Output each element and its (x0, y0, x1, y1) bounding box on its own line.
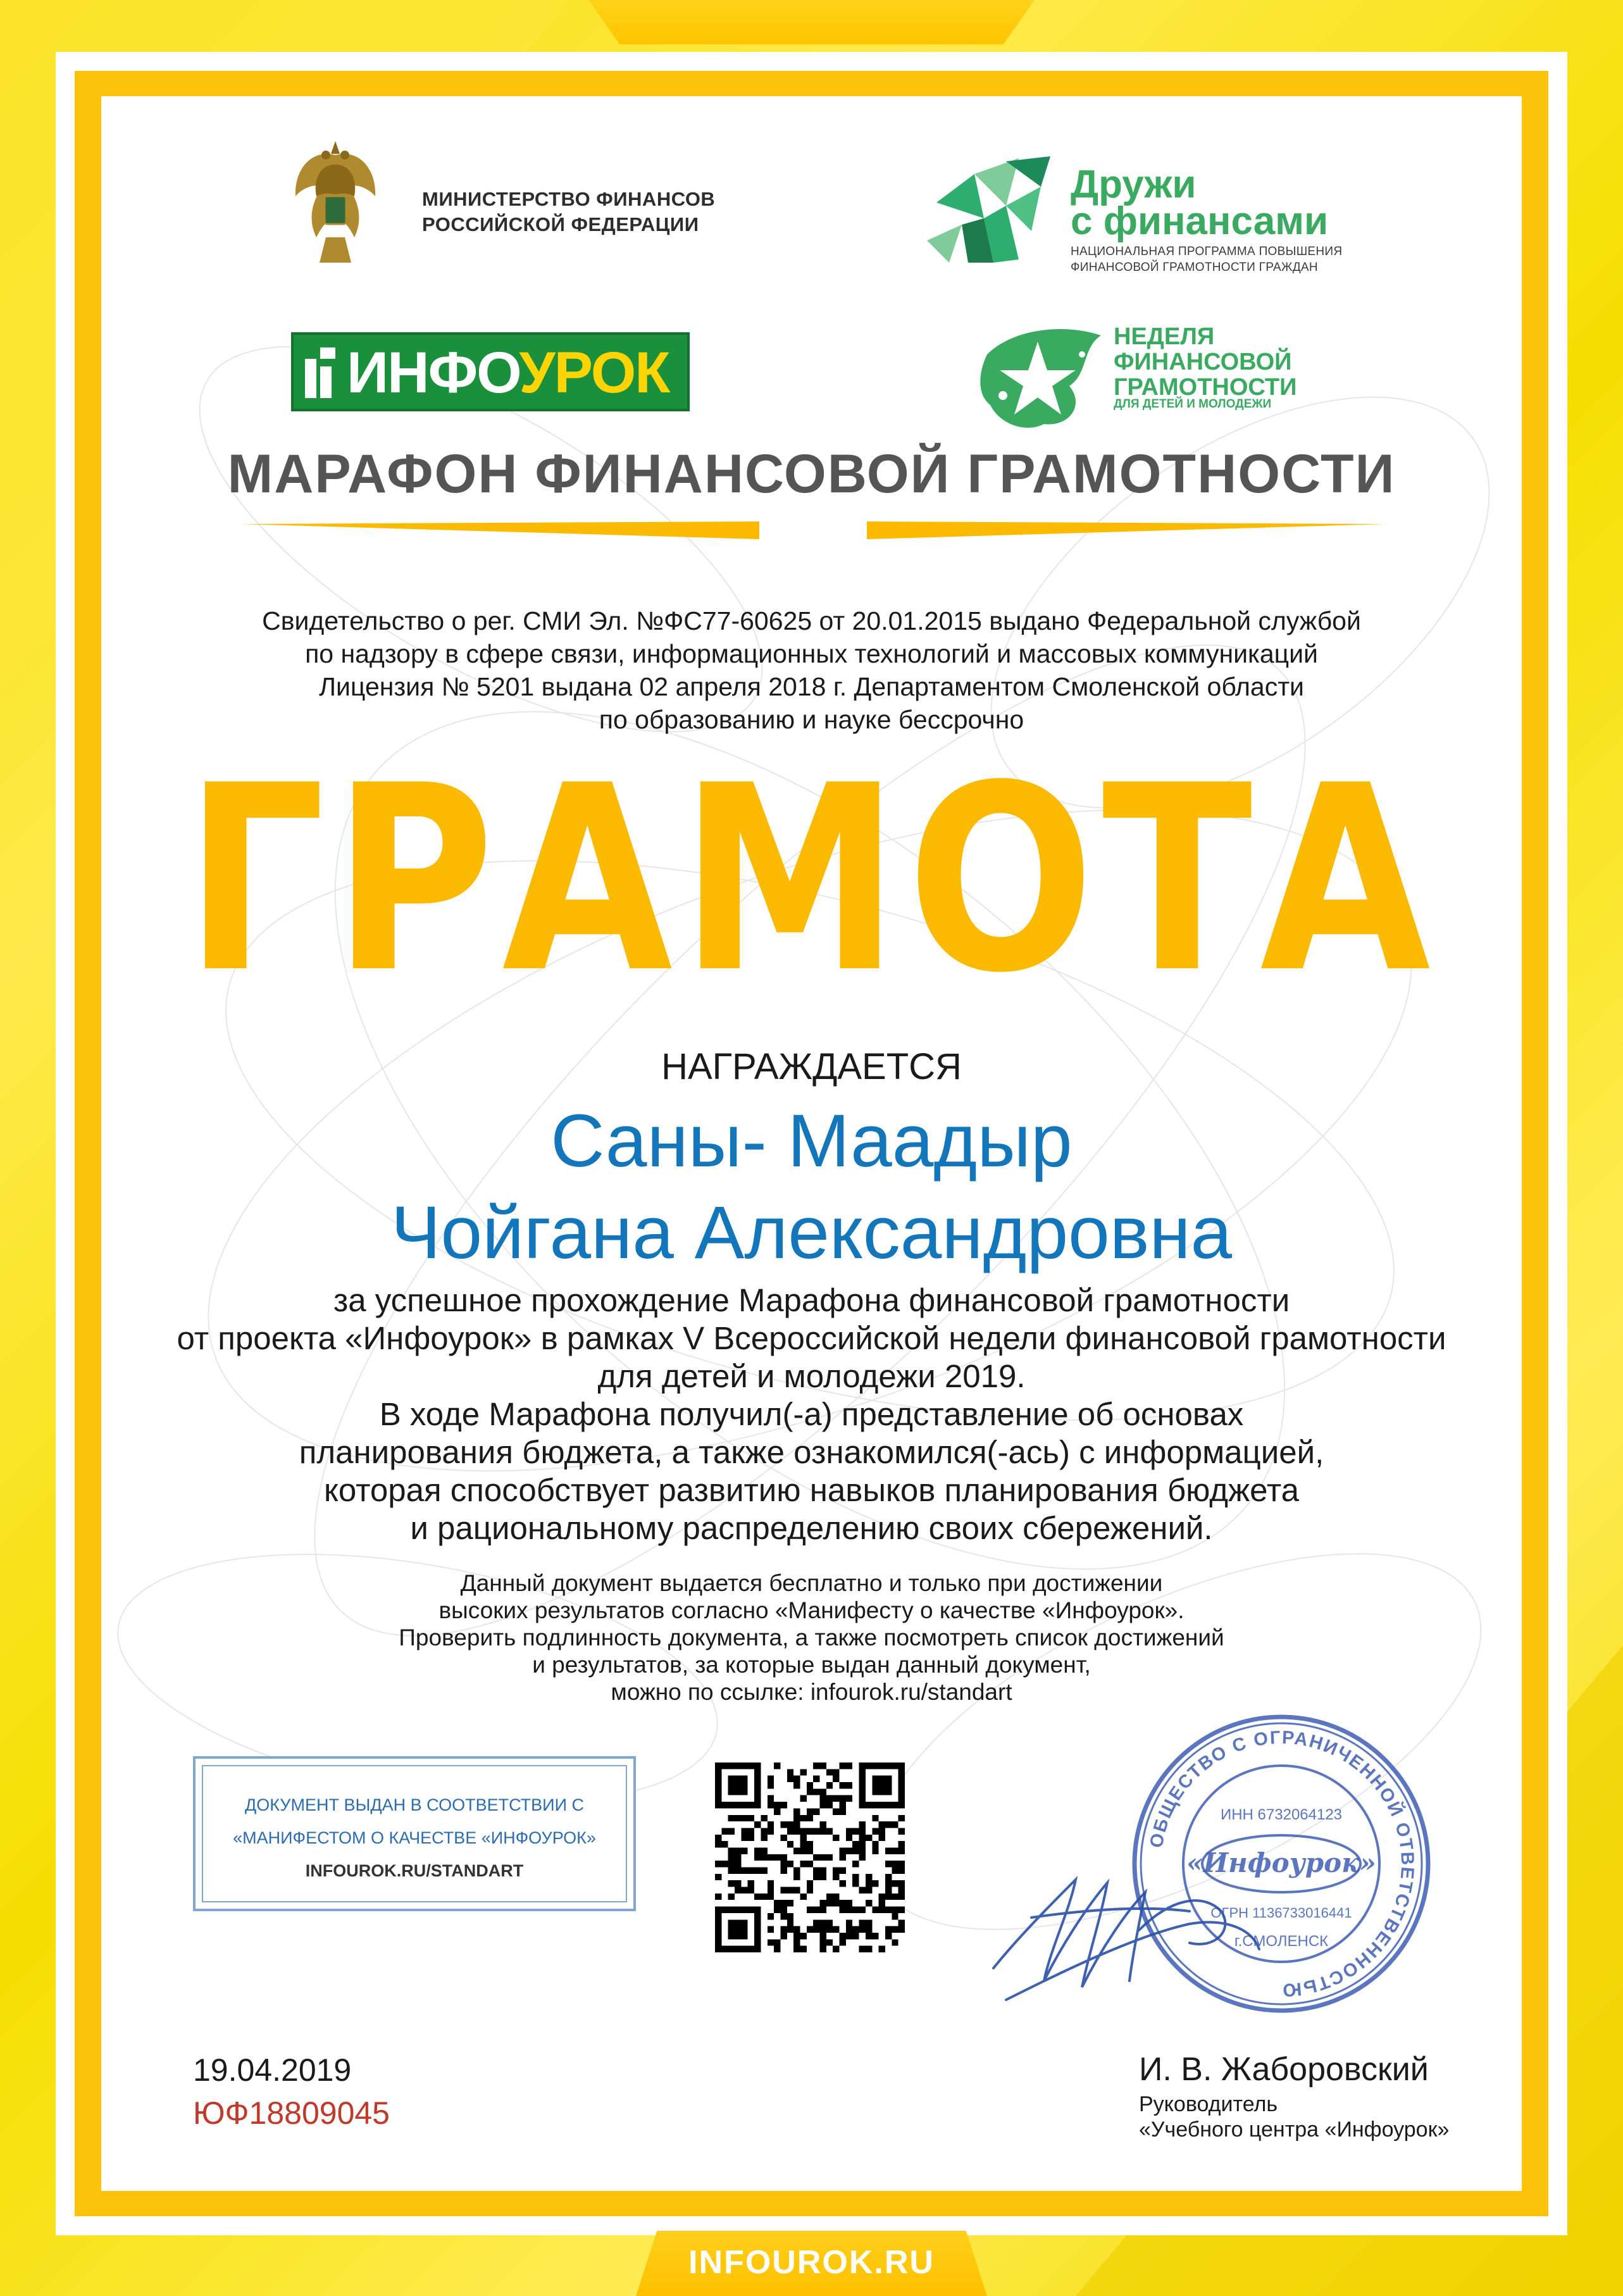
ministry-line2: РОССИЙСКОЙ ФЕДЕРАЦИИ (422, 213, 699, 235)
director-role (1139, 2092, 1449, 2142)
ministry-logo (288, 136, 731, 282)
stamp-ring-text: ОБЩЕСТВО С ОГРАНИЧЕННОЙ ОТВЕТСТВЕННОСТЬЮ (1146, 1727, 1418, 2000)
footer-url[interactable]: INFOUROK.RU (688, 2244, 935, 2281)
document-code: ЮФ18809045 (193, 2095, 390, 2131)
nedelya-line2: ФИНАНСОВОЙ (1114, 349, 1292, 375)
druzhi-line2: с финансами (1071, 199, 1329, 243)
star-brush-icon (974, 316, 1107, 437)
award-description (0, 1282, 1623, 1547)
manifest-box (193, 1756, 636, 1911)
awarded-label: НАГРАЖДАЕТСЯ (661, 1046, 962, 1087)
marathon-title: МАРАФОН ФИНАНСОВОЙ ГРАМОТНОСТИ (227, 444, 1396, 504)
note-line: Данный документ выдается бесплатно и только при достижении (460, 1570, 1163, 1596)
nedelya-sub: ДЛЯ ДЕТЕЙ И МОЛОДЕЖИ (1114, 397, 1272, 411)
stamp-city: г.СМОЛЕНСК (1234, 1933, 1329, 1950)
stamp-ogrn: ОГРН 1136733016441 (1210, 1905, 1352, 1921)
druzhi-line1: Дружи (1071, 163, 1197, 206)
registration-line: Лицензия № 5201 выдана 02 апреля 2018 г. Департаментом Смоленской области (319, 672, 1304, 701)
manifest-line1: ДОКУМЕНТ ВЫДАН В СООТВЕТСТВИИ С (244, 1795, 584, 1814)
director-role-line2: «Учебного центра «Инфоурок» (1139, 2118, 1450, 2142)
description-line: для детей и молодежи 2019. (597, 1358, 1026, 1394)
stamp-inn: ИНН 6732064123 (1220, 1806, 1343, 1823)
certificate-title: ГРАМОТА (185, 730, 1438, 1029)
infourok-i-icon (300, 341, 344, 404)
ministry-line1: МИНИСТЕРСТВО ФИНАНСОВ (422, 188, 716, 210)
infourok-logo-part1: ИНФО (347, 340, 519, 405)
registration-line: Свидетельство о рег. СМИ Эл. №ФС77-60625 от 20.01.2015 выдано Федеральной службой (262, 606, 1361, 635)
infourok-logo-part2: УРОК (519, 340, 669, 405)
origami-icon (924, 149, 1063, 266)
director-signature (981, 1823, 1272, 2012)
registration-line: по надзору в сфере связи, информационных технологий и массовых коммуникаций (305, 639, 1318, 668)
description-line: и рациональному распределению своих сбережений. (410, 1510, 1213, 1546)
verification-note (0, 1569, 1623, 1706)
note-line: Проверить подлинность документа, а также посмотреть список достижений (399, 1625, 1224, 1650)
top-tab (588, 0, 1035, 44)
manifest-line2: «МАНИФЕСТОМ О КАЧЕСТВЕ «ИНФОУРОК» (233, 1828, 596, 1847)
manifest-link: INFOUROK.RU/STANDART (305, 1861, 524, 1880)
recipient-name-line1: Саны- Маадыр (550, 1099, 1073, 1183)
infourok-logo (291, 332, 690, 411)
nedelya-logo (974, 316, 1329, 430)
registration-line: по образованию и науке бессрочно (599, 705, 1024, 734)
qr-code[interactable] (715, 1763, 905, 1952)
director-role-line1: Руководитель (1139, 2092, 1278, 2116)
issue-date: 19.04.2019 (193, 2052, 352, 2088)
registration-info (0, 604, 1623, 736)
druzhi-sub1: НАЦИОНАЛЬНАЯ ПРОГРАММА ПОВЫШЕНИЯ (1071, 245, 1343, 258)
title-underline (240, 519, 1386, 542)
nedelya-line3: ГРАМОТНОСТИ (1114, 374, 1297, 401)
note-line: можно по ссылке: infourok.ru/standart (611, 1679, 1012, 1705)
stamp-center: «Инфоурок» (1186, 1847, 1376, 1878)
nedelya-line1: НЕДЕЛЯ (1114, 323, 1215, 350)
recipient-name-line2: Чойгана Александровна (390, 1191, 1233, 1275)
druzhi-logo (924, 149, 1367, 275)
description-line: за успешное прохождение Марафона финансовой грамотности (333, 1282, 1290, 1318)
coat-of-arms-icon (288, 136, 383, 269)
director-name: И. В. Жаборовский (1139, 2051, 1429, 2088)
note-line: высоких результатов согласно «Манифесту о качестве «Инфоурок». (438, 1597, 1185, 1623)
description-line: которая способствует развитию навыков планирования бюджета (324, 1472, 1299, 1508)
description-line: планирования бюджета, а также ознакомился(-ась) с информацией, (299, 1434, 1324, 1470)
note-line: и результатов, за которые выдан данный документ, (532, 1652, 1091, 1678)
druzhi-sub2: ФИНАНСОВОЙ ГРАМОТНОСТИ ГРАЖДАН (1071, 261, 1318, 274)
description-line: от проекта «Инфоурок» в рамках V Всероссийской недели финансовой грамотности (177, 1320, 1446, 1356)
description-line: В ходе Марафона получил(-а) представление об основах (379, 1396, 1244, 1432)
